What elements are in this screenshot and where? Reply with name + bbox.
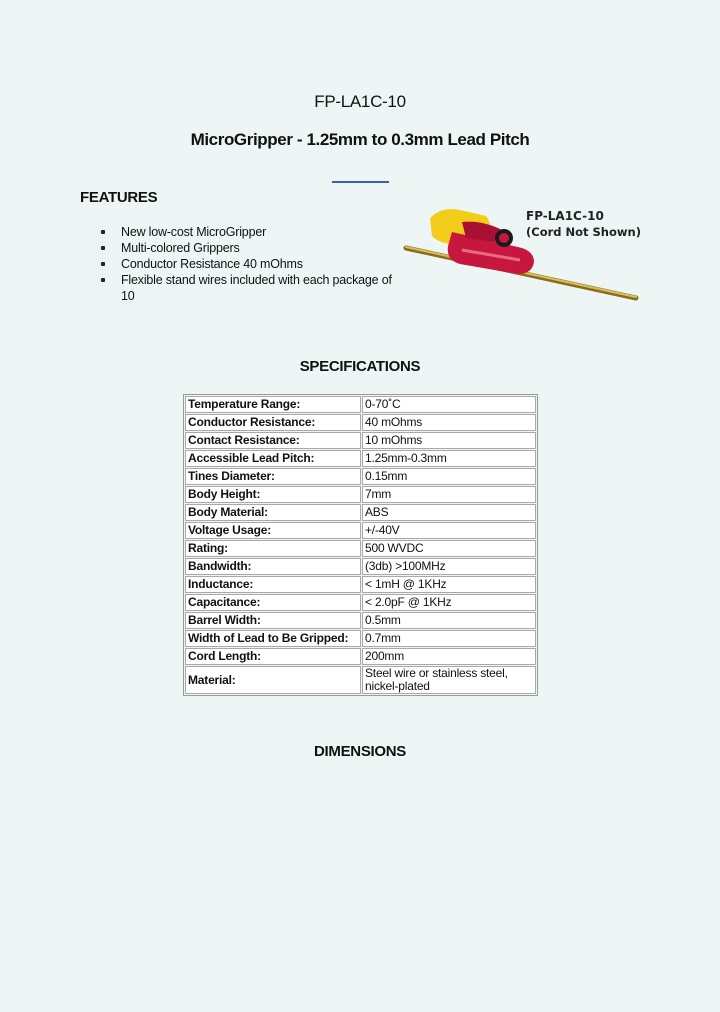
table-row bbox=[185, 594, 536, 611]
spec-value: 40 mOhms bbox=[362, 414, 536, 431]
spec-label: Barrel Width: bbox=[185, 612, 361, 629]
table-row bbox=[185, 450, 536, 467]
spec-label: Temperature Range: bbox=[185, 396, 361, 413]
dimensions-heading: DIMENSIONS bbox=[313, 743, 406, 760]
spec-value: 7mm bbox=[362, 486, 536, 503]
spec-label: Bandwidth: bbox=[185, 558, 361, 575]
spec-label: Width of Lead to Be Gripped: bbox=[185, 630, 361, 647]
spec-label: Accessible Lead Pitch: bbox=[185, 450, 361, 467]
feature-list bbox=[100, 224, 400, 304]
spec-value: 0.15mm bbox=[362, 468, 536, 485]
spec-label: Body Height: bbox=[185, 486, 361, 503]
spec-value: Steel wire or stainless steel, nickel-plated bbox=[362, 666, 536, 694]
table-row bbox=[185, 522, 536, 539]
spec-value: 1.25mm-0.3mm bbox=[362, 450, 536, 467]
table-row bbox=[185, 612, 536, 629]
product-image bbox=[402, 200, 648, 310]
table-row bbox=[185, 504, 536, 521]
specifications-heading: SPECIFICATIONS bbox=[299, 358, 421, 375]
spec-value: (3db) >100MHz bbox=[362, 558, 536, 575]
table-row bbox=[185, 414, 536, 431]
table-row bbox=[185, 666, 536, 694]
image-caption-line2: (Cord Not Shown) bbox=[526, 225, 641, 239]
spec-label: Capacitance: bbox=[185, 594, 361, 611]
title-divider bbox=[332, 181, 389, 183]
feature-item: New low-cost MicroGripper bbox=[100, 224, 400, 240]
features-heading: FEATURES bbox=[80, 189, 158, 206]
spec-label: Tines Diameter: bbox=[185, 468, 361, 485]
table-row bbox=[185, 486, 536, 503]
spec-value: 0.5mm bbox=[362, 612, 536, 629]
spec-value: < 1mH @ 1KHz bbox=[362, 576, 536, 593]
spec-label: Material: bbox=[185, 666, 361, 694]
spec-label: Conductor Resistance: bbox=[185, 414, 361, 431]
table-row bbox=[185, 468, 536, 485]
spec-label: Body Material: bbox=[185, 504, 361, 521]
table-row bbox=[185, 540, 536, 557]
table-row bbox=[185, 558, 536, 575]
spec-value: +/-40V bbox=[362, 522, 536, 539]
spec-value: 10 mOhms bbox=[362, 432, 536, 449]
part-number: FP-LA1C-10 bbox=[314, 92, 406, 111]
spec-value: 0.7mm bbox=[362, 630, 536, 647]
spec-value: 500 WVDC bbox=[362, 540, 536, 557]
table-row bbox=[185, 432, 536, 449]
spec-label: Inductance: bbox=[185, 576, 361, 593]
spec-value: ABS bbox=[362, 504, 536, 521]
table-row bbox=[185, 576, 536, 593]
gripper-ring-inner bbox=[499, 233, 509, 243]
product-title: MicroGripper - 1.25mm to 0.3mm Lead Pitch bbox=[190, 130, 530, 149]
specifications-table bbox=[183, 394, 538, 696]
table-row bbox=[185, 648, 536, 665]
spec-value: 0-70˚C bbox=[362, 396, 536, 413]
feature-item: Flexible stand wires included with each package of 10 bbox=[100, 272, 400, 304]
spec-value: < 2.0pF @ 1KHz bbox=[362, 594, 536, 611]
spec-label: Cord Length: bbox=[185, 648, 361, 665]
spec-label: Voltage Usage: bbox=[185, 522, 361, 539]
table-row bbox=[185, 630, 536, 647]
table-row bbox=[185, 396, 536, 413]
spec-label: Contact Resistance: bbox=[185, 432, 361, 449]
feature-item: Multi-colored Grippers bbox=[100, 240, 400, 256]
image-caption-line1: FP-LA1C-10 bbox=[526, 209, 604, 223]
spec-label: Rating: bbox=[185, 540, 361, 557]
feature-item: Conductor Resistance 40 mOhms bbox=[100, 256, 400, 272]
spec-value: 200mm bbox=[362, 648, 536, 665]
